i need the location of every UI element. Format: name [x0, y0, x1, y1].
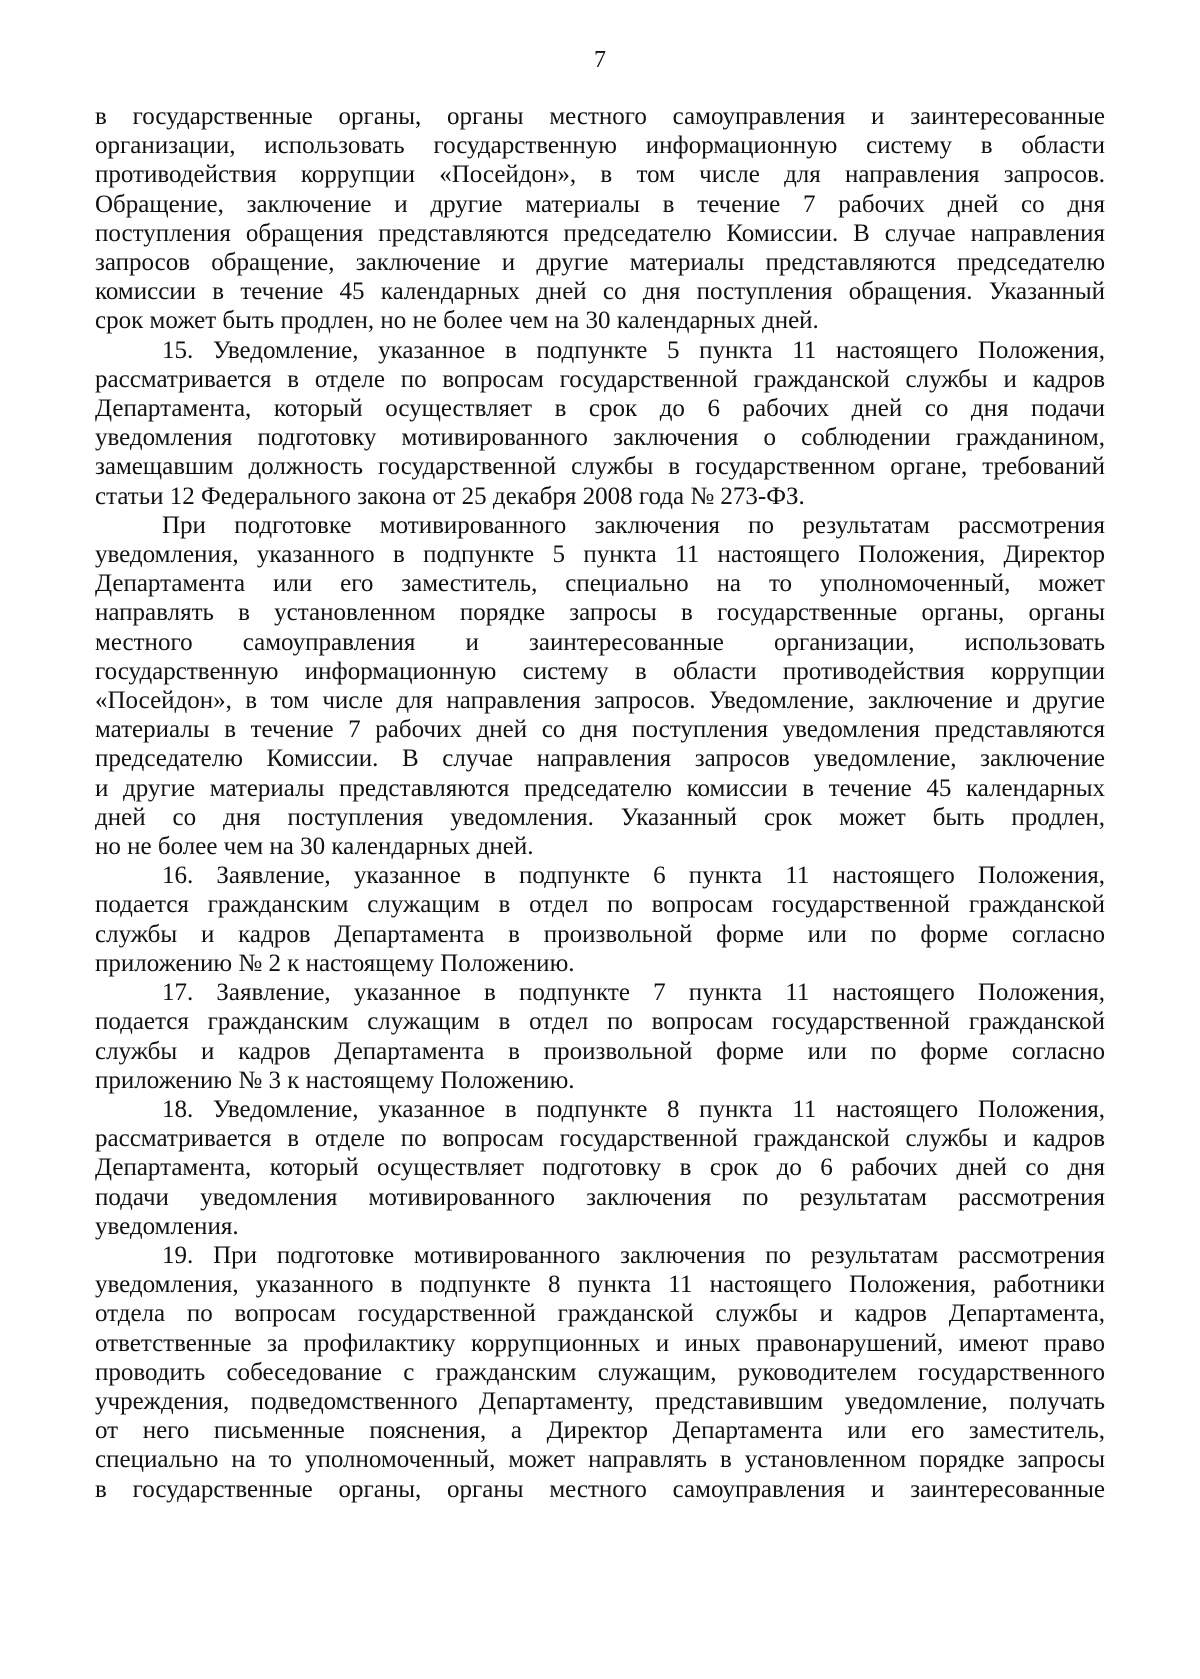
document-body — [95, 102, 1105, 1504]
paragraph-2-line-6: статьи 12 Федерального закона от 25 декабря 2008 года № 273-ФЗ. — [95, 482, 805, 510]
paragraph-2-line-4: уведомления подготовку мотивированного заключения о соблюдении гражданином, — [95, 424, 1105, 452]
paragraph-3-line-4: направлять в установленном порядке запросы в государственные органы, органы — [95, 599, 1105, 627]
paragraph-1-line-8: срок может быть продлен, но не более чем на 30 календарных дней. — [95, 307, 819, 335]
paragraph-6-line-1: 18. Уведомление, указанное в подпункте 8 пункта 11 настоящего Положения, — [162, 1095, 1105, 1123]
paragraph-7-line-3: отдела по вопросам государственной гражданской службы и кадров Департамента, — [95, 1300, 1105, 1328]
paragraph-1-line-3: противодействия коррупции «Посейдон», в том числе для направления запросов. — [95, 161, 1105, 189]
paragraph-3-line-3: Департамента или его заместитель, специально на то уполномоченный, может — [95, 570, 1105, 598]
paragraph-5-line-2: подается гражданским служащим в отдел по вопросам государственной гражданской — [95, 1008, 1105, 1036]
paragraph-1-line-4: Обращение, заключение и другие материалы в течение 7 рабочих дней со дня — [95, 190, 1105, 218]
paragraph-1-line-5: поступления обращения представляются председателю Комиссии. В случае направления — [95, 219, 1105, 247]
paragraph-3-line-7: «Посейдон», в том числе для направления запросов. Уведомление, заключение и другие — [95, 687, 1105, 715]
paragraph-4-line-3: службы и кадров Департамента в произвольной форме или по форме согласно — [95, 920, 1105, 948]
paragraph-3-line-12: но не более чем на 30 календарных дней. — [95, 833, 534, 861]
paragraph-3-line-5: местного самоуправления и заинтересованные организации, использовать — [95, 628, 1105, 656]
paragraph-1-line-7: комиссии в течение 45 календарных дней со дня поступления обращения. Указанный — [95, 278, 1105, 306]
paragraph-7-line-1: 19. При подготовке мотивированного заключения по результатам рассмотрения — [162, 1241, 1105, 1269]
paragraph-2-line-2: рассматривается в отделе по вопросам государственной гражданской службы и кадров — [95, 365, 1105, 393]
paragraph-2-line-3: Департамента, который осуществляет в срок до 6 рабочих дней со дня подачи — [95, 395, 1105, 423]
paragraph-6-line-4: подачи уведомления мотивированного заключения по результатам рассмотрения — [95, 1183, 1105, 1211]
paragraph-5-line-1: 17. Заявление, указанное в подпункте 7 пункта 11 настоящего Положения, — [162, 979, 1105, 1007]
paragraph-7-line-8: специально на то уполномоченный, может направлять в установленном порядке запросы — [95, 1446, 1105, 1474]
paragraph-1-line-6: запросов обращение, заключение и другие материалы представляются председателю — [95, 249, 1105, 277]
paragraph-6-line-2: рассматривается в отделе по вопросам государственной гражданской службы и кадров — [95, 1125, 1105, 1153]
paragraph-1-line-2: организации, использовать государственную информационную систему в области — [95, 132, 1105, 160]
paragraph-1-line-1: в государственные органы, органы местного самоуправления и заинтересованные — [95, 103, 1105, 130]
paragraph-7-line-6: учреждения, подведомственного Департаменту, представившим уведомление, получать — [95, 1387, 1105, 1415]
paragraph-3-line-10: и другие материалы представляются председателю комиссии в течение 45 календарных — [95, 774, 1105, 802]
paragraph-6-line-5: уведомления. — [95, 1212, 239, 1240]
paragraph-3-line-1: При подготовке мотивированного заключения по результатам рассмотрения — [162, 511, 1105, 539]
paragraph-5-line-4: приложению № 3 к настоящему Положению. — [95, 1066, 575, 1094]
paragraph-5-line-3: службы и кадров Департамента в произвольной форме или по форме согласно — [95, 1037, 1105, 1065]
paragraph-7-line-9: в государственные органы, органы местного самоуправления и заинтересованные — [95, 1475, 1105, 1503]
paragraph-7-line-5: проводить собеседование с гражданским служащим, руководителем государственного — [95, 1358, 1105, 1386]
paragraph-3-line-6: государственную информационную систему в области противодействия коррупции — [95, 657, 1105, 685]
paragraph-6-line-3: Департамента, который осуществляет подготовку в срок до 6 рабочих дней со дня — [95, 1154, 1105, 1182]
paragraph-3-line-2: уведомления, указанного в подпункте 5 пункта 11 настоящего Положения, Директор — [95, 541, 1105, 569]
paragraph-2-line-1: 15. Уведомление, указанное в подпункте 5 пункта 11 настоящего Положения, — [162, 336, 1105, 364]
paragraph-3-line-9: председателю Комиссии. В случае направления запросов уведомление, заключение — [95, 745, 1105, 773]
paragraph-4-line-1: 16. Заявление, указанное в подпункте 6 пункта 11 настоящего Положения, — [162, 862, 1105, 890]
paragraph-7-line-7: от него письменные пояснения, а Директор Департамента или его заместитель, — [95, 1417, 1105, 1445]
paragraph-4-line-4: приложению № 2 к настоящему Положению. — [95, 949, 575, 977]
paragraph-7-line-4: ответственные за профилактику коррупционных и иных правонарушений, имеют право — [95, 1329, 1105, 1357]
paragraph-2-line-5: замещавшим должность государственной службы в государственном органе, требований — [95, 453, 1105, 481]
paragraph-4-line-2: подается гражданским служащим в отдел по вопросам государственной гражданской — [95, 891, 1105, 919]
page-number: 7 — [594, 47, 606, 73]
paragraph-3-line-8: материалы в течение 7 рабочих дней со дня поступления уведомления представляются — [95, 716, 1105, 744]
paragraph-3-line-11: дней со дня поступления уведомления. Указанный срок может быть продлен, — [95, 803, 1105, 831]
paragraph-7-line-2: уведомления, указанного в подпункте 8 пункта 11 настоящего Положения, работники — [95, 1271, 1105, 1299]
